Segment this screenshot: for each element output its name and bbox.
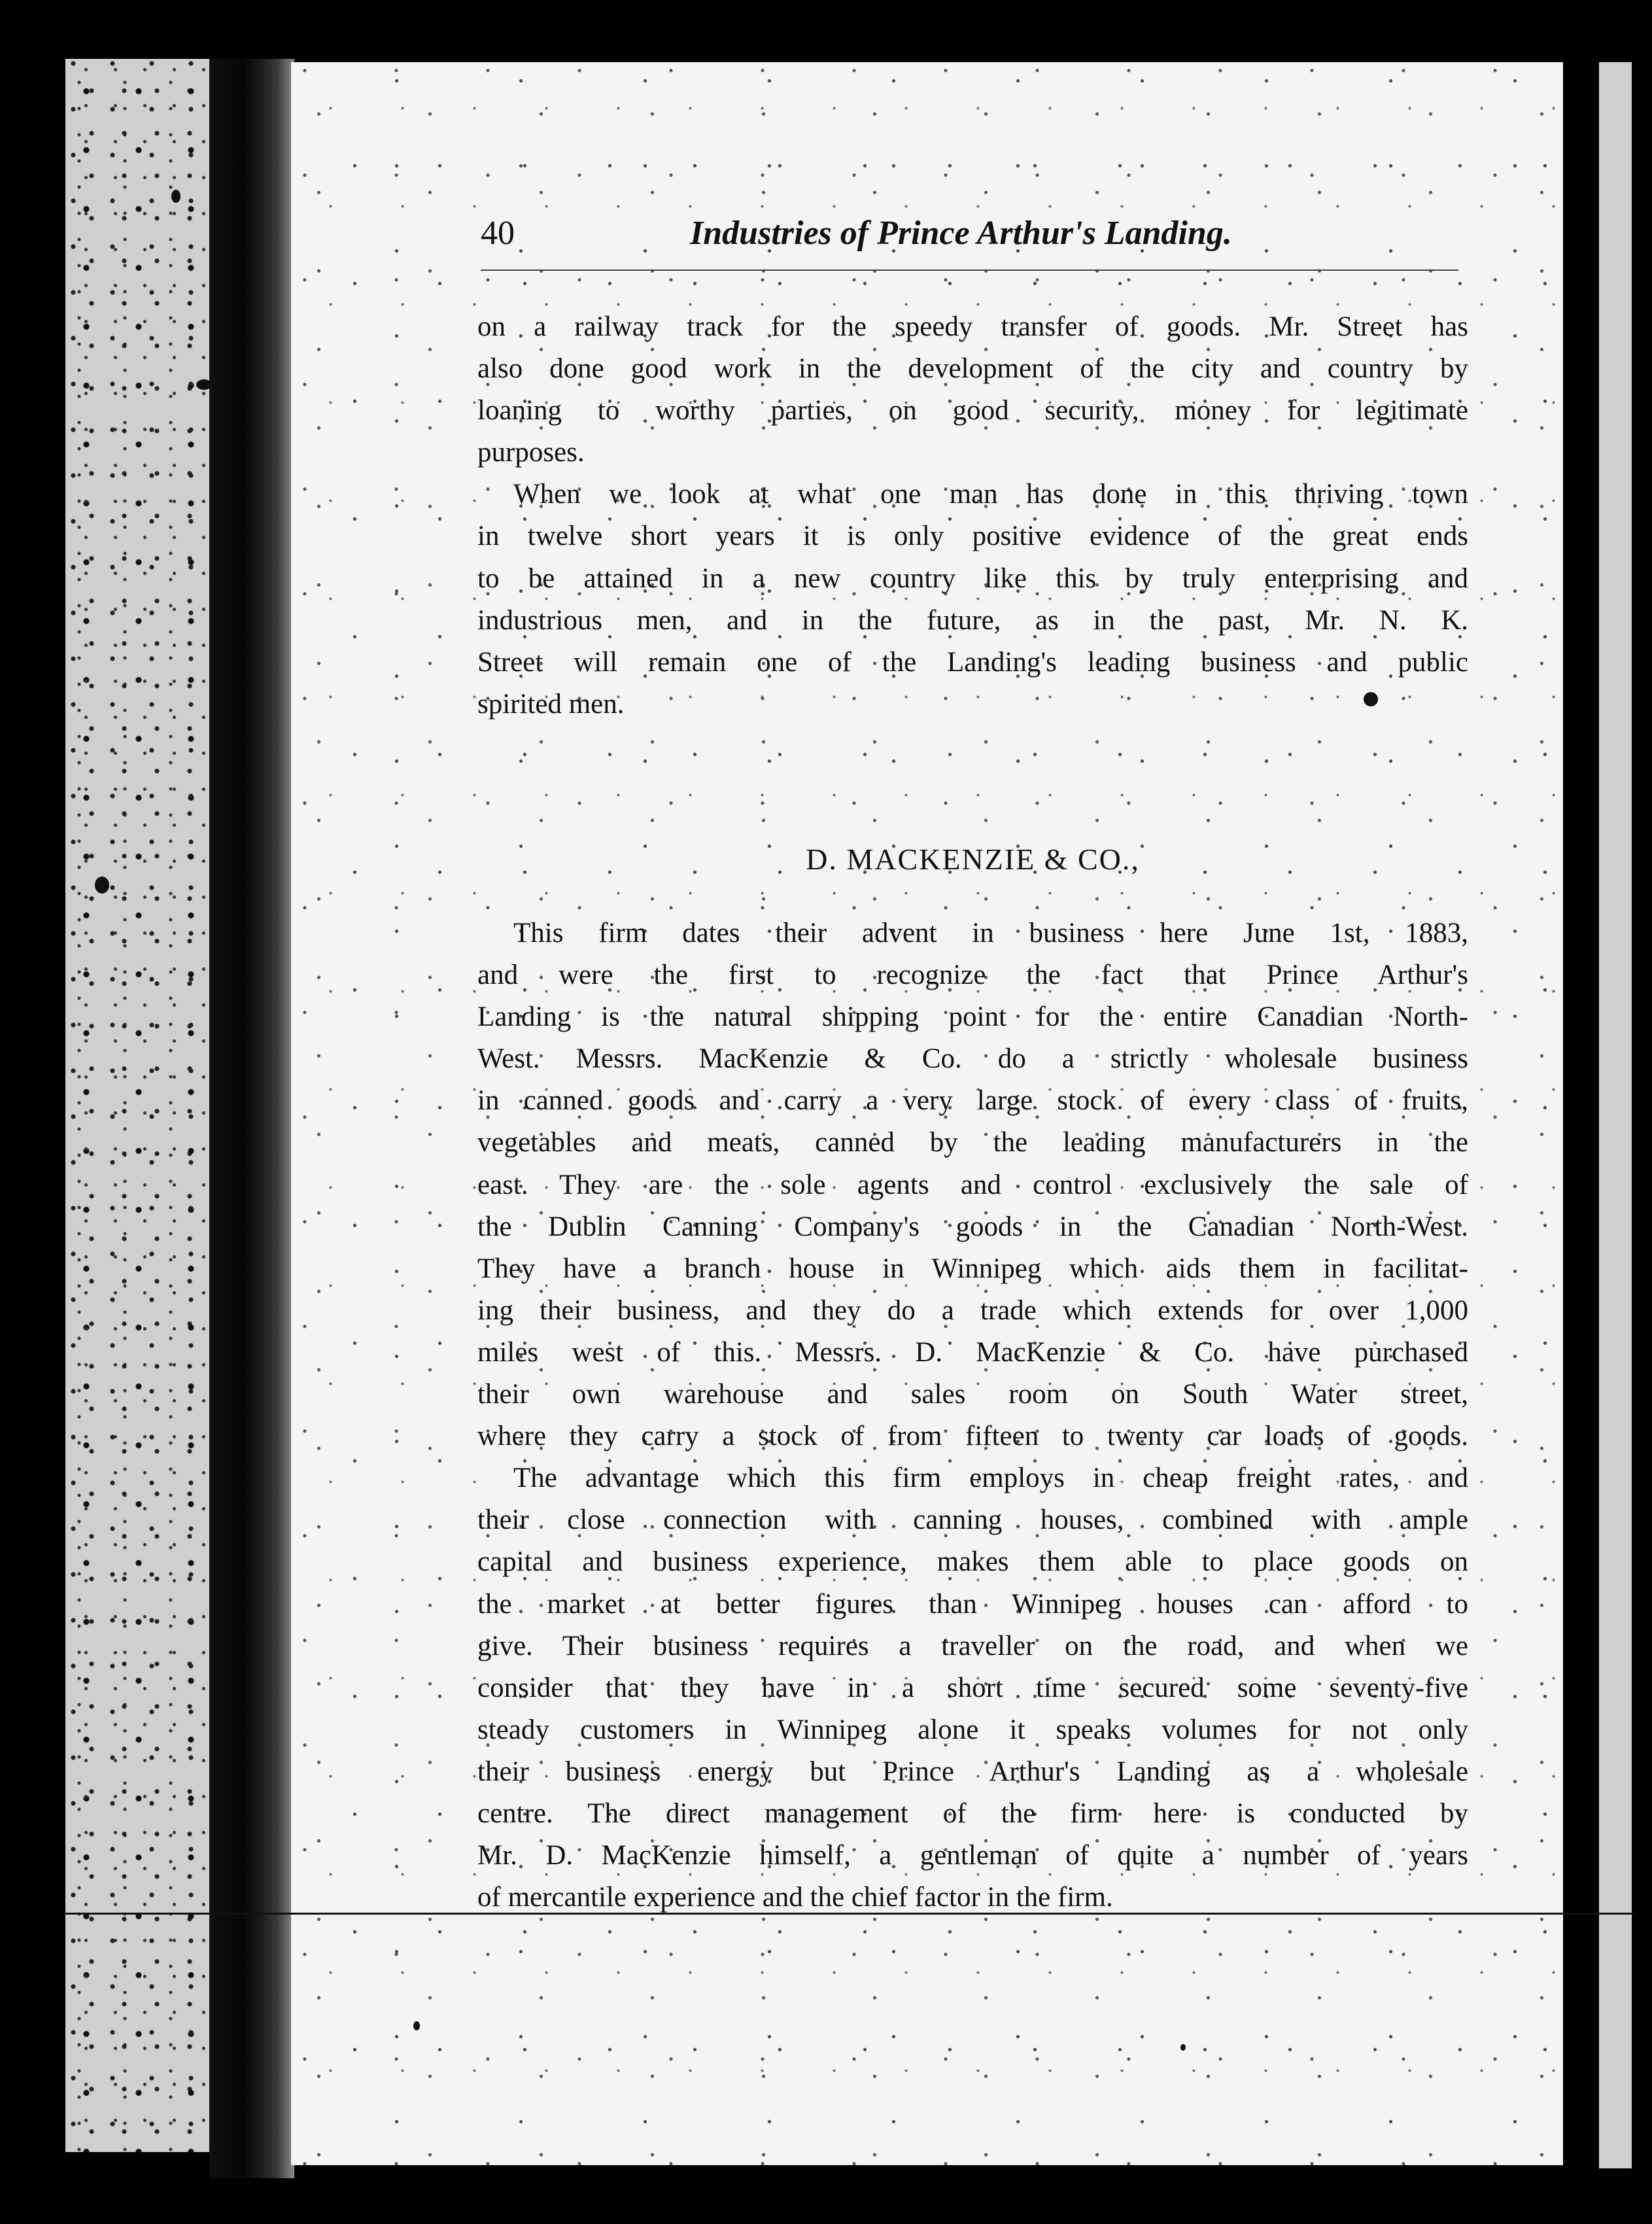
running-head — [481, 211, 1259, 256]
text-line: give. Their business requires a traveller on the road, and when we — [477, 1630, 1468, 1661]
text-line: spirited men. — [477, 688, 625, 720]
ink-blot — [413, 2021, 420, 2030]
text-line: in twelve short years it is only positive evidence of the great ends — [477, 521, 1468, 552]
left-page-remnant — [65, 59, 222, 2152]
text-line: They have a branch house in Winnipeg which aids them in facilitat- — [477, 1253, 1468, 1284]
text-line: capital and business experience, makes them able to place goods on — [477, 1546, 1468, 1578]
paragraph-continued — [477, 306, 1468, 725]
text-line: also done good work in the development of the city and country by — [477, 353, 1468, 385]
text-line: steady customers in Winnipeg alone it speaks volumes for not only — [477, 1714, 1468, 1745]
binding-gutter — [209, 59, 294, 2178]
text-line: their own warehouse and sales room on South Water street, — [477, 1379, 1468, 1410]
text-line: industrious men, and in the future, as in the past, Mr. N. K. — [477, 604, 1468, 636]
section-body — [477, 912, 1468, 1919]
text-line: purposes. — [477, 437, 585, 468]
ink-blot — [95, 877, 109, 894]
text-line: where they carry a stock of from fifteen to twenty car loads of goods. — [477, 1421, 1468, 1452]
right-page-edge — [1599, 62, 1632, 2168]
text-line: The advantage which this firm employs in cheap freight rates, and — [513, 1463, 1468, 1494]
header-rule — [481, 269, 1458, 271]
text-line: to be attained in a new country like this by truly enterprising and — [477, 563, 1468, 594]
page-number: 40 — [481, 215, 515, 252]
ink-blot — [1364, 692, 1378, 706]
text-line: Mr. D. MacKenzie himself, a gentleman of quite a number of years — [477, 1840, 1468, 1871]
text-line: on a railway track for the speedy transfer of goods. Mr. Street has — [477, 311, 1468, 342]
section-heading: D. MACKENZIE & CO., — [806, 843, 1140, 876]
ink-blot — [171, 190, 181, 203]
text-line: their close connection with canning houses, combined with ample — [477, 1504, 1468, 1536]
text-line: the market at better figures than Winnipeg houses can afford to — [477, 1588, 1468, 1620]
text-line: miles west of this. Messrs. D. MacKenzie & Co. have purchased — [477, 1336, 1468, 1368]
scan-artifact-line — [65, 1913, 1635, 1915]
text-line: consider that they have in a short time secured some seventy-five — [477, 1672, 1468, 1703]
text-line: loaning to worthy parties, on good security, money for legitimate — [477, 395, 1468, 426]
text-line: This firm dates their advent in business here June 1st, 1883, — [513, 918, 1468, 948]
text-line: east. They are the sole agents and control exclusively the sale of — [477, 1169, 1468, 1200]
text-line: Landing is the natural shipping point for the entire Canadian North- — [477, 1001, 1468, 1033]
text-line: When we look at what one man has done in this thriving town — [513, 479, 1468, 510]
ink-blot — [1180, 2044, 1186, 2051]
text-line: ing their business, and they do a trade which extends for over 1,000 — [477, 1294, 1468, 1326]
text-line: and were the first to recognize the fact that Prince Arthur's — [477, 960, 1468, 991]
text-line: the Dublin Canning Company's goods in the Canadian North-West. — [477, 1211, 1468, 1242]
text-line: vegetables and meats, canned by the leading manufacturers in the — [477, 1127, 1468, 1158]
text-line: their business energy but Prince Arthur's Landing as a wholesale — [477, 1756, 1468, 1787]
running-title: Industries of Prince Arthur's Landing. — [690, 215, 1232, 252]
text-line: West. Messrs. MacKenzie & Co. do a strictly wholesale business — [477, 1043, 1468, 1075]
text-line: Street will remain one of the Landing's leading business and public — [477, 646, 1468, 678]
text-line: in canned goods and carry a very large stock of every class of fruits, — [477, 1085, 1468, 1117]
text-line: of mercantile experience and the chief factor in the firm. — [477, 1882, 1113, 1913]
text-line: centre. The direct management of the firm here is conducted by — [477, 1798, 1468, 1829]
ink-blot — [196, 379, 212, 390]
